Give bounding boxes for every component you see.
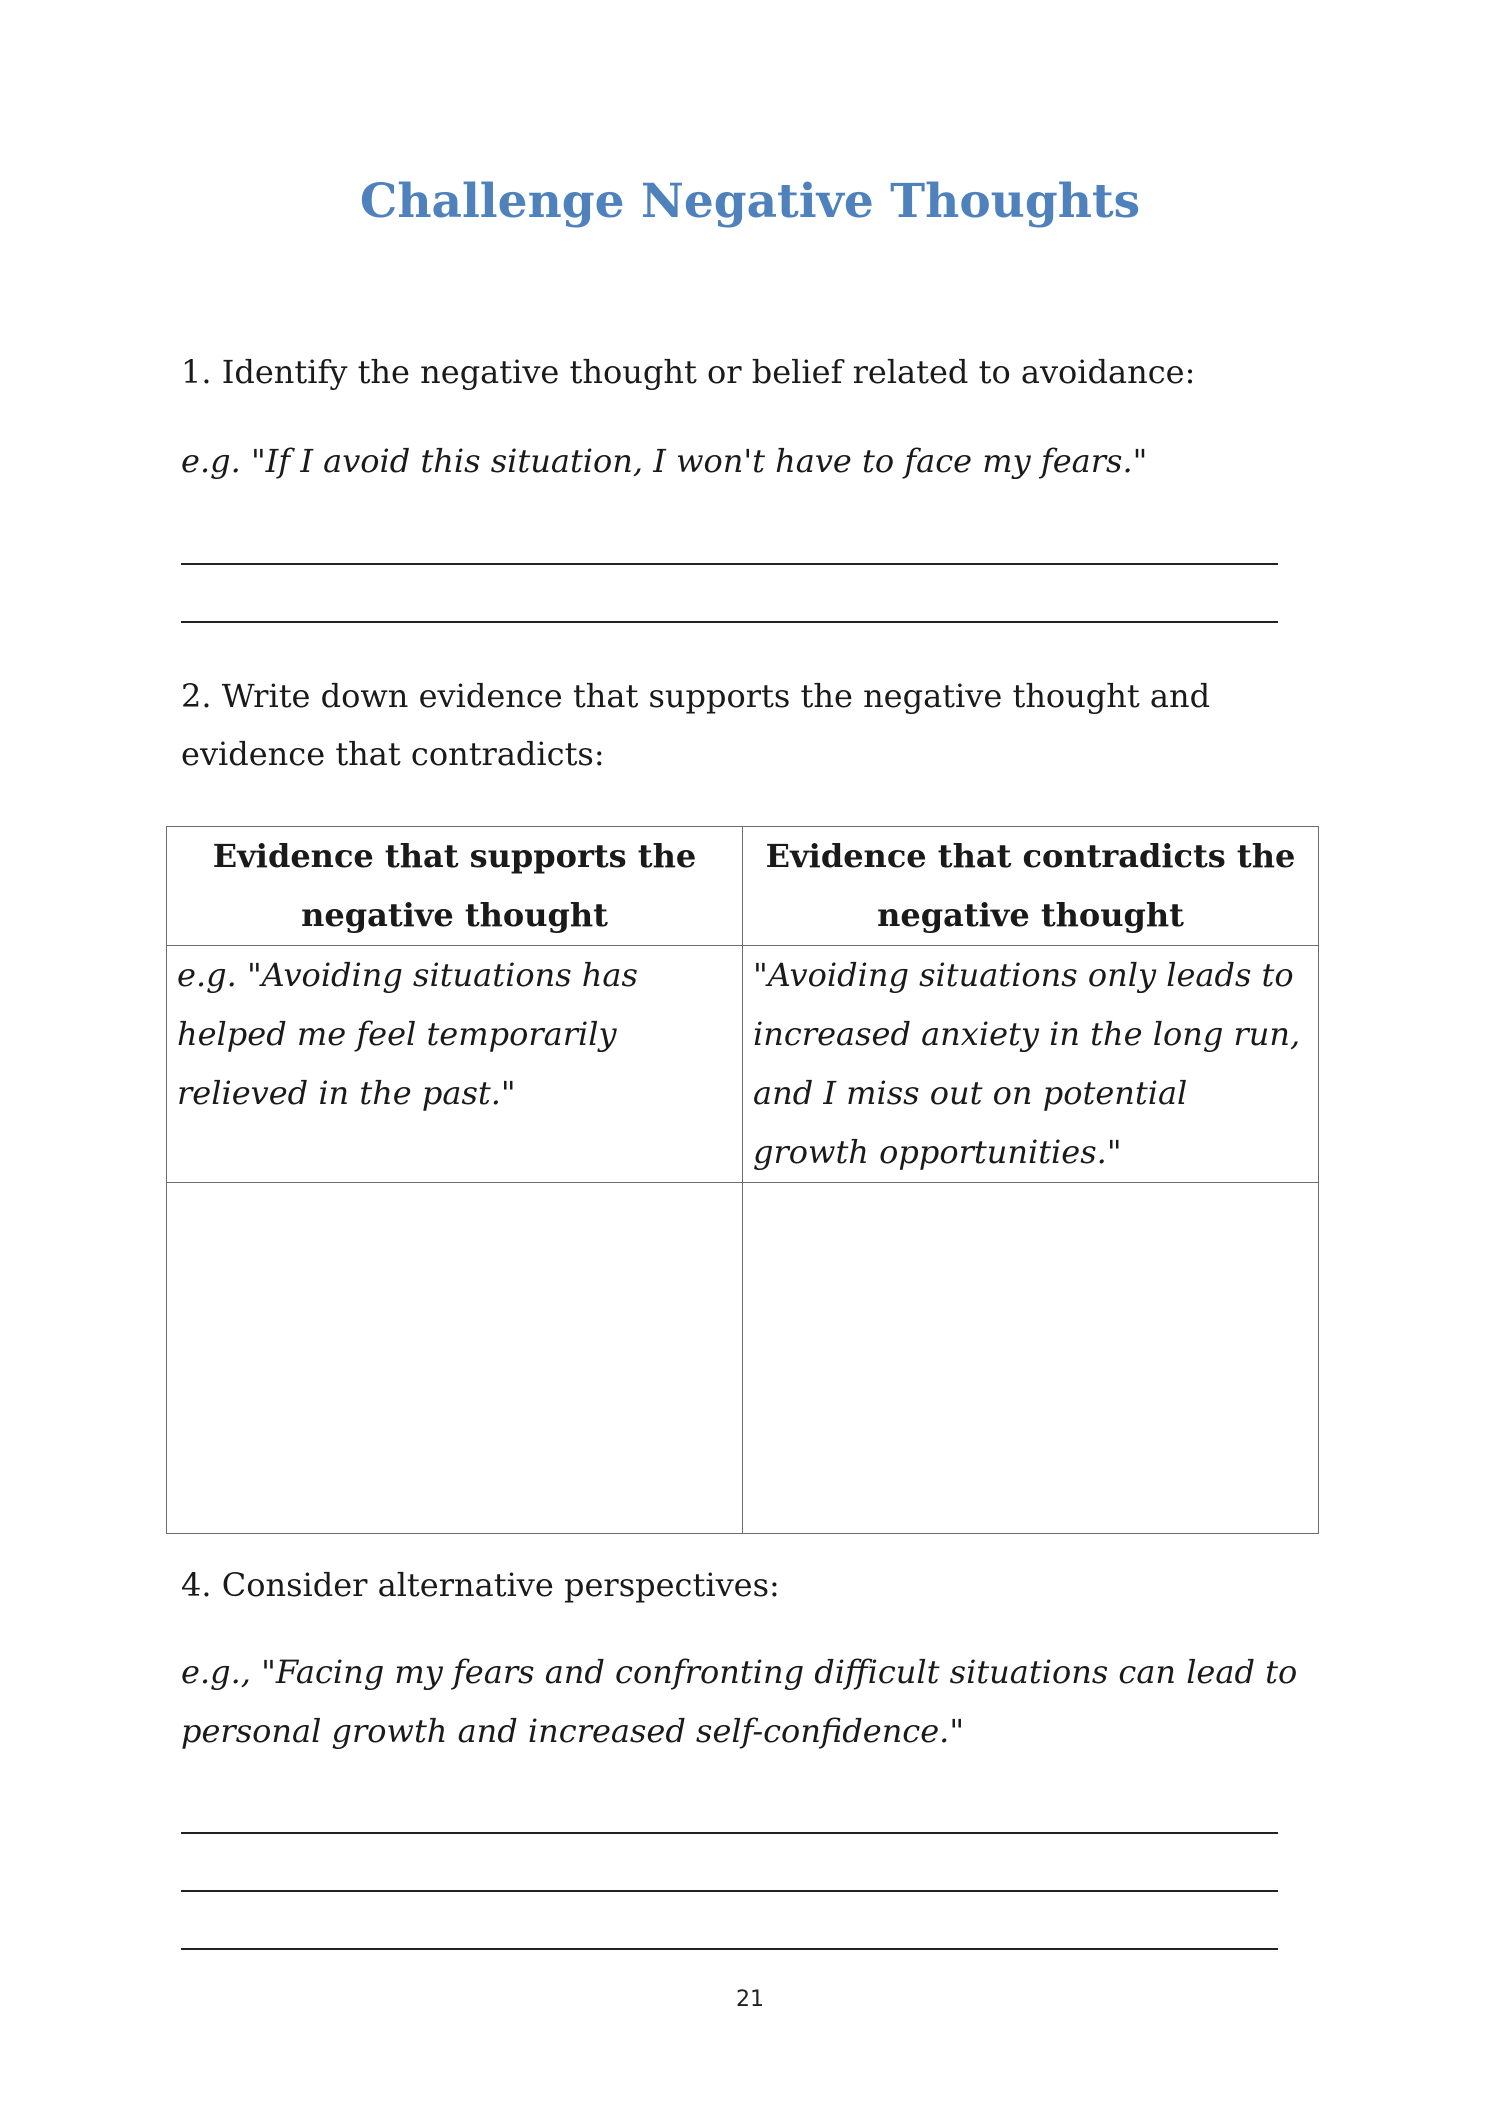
- contradicts-example-cell: "Avoiding situations only leads to increased anxiety in the long run, and I miss out on potential growth opportunities.": [743, 946, 1319, 1183]
- supports-example-cell: e.g. "Avoiding situations has helped me feel temporarily relieved in the past.": [167, 946, 743, 1183]
- table-row: [167, 946, 1319, 1183]
- answer-line-2[interactable]: [181, 621, 1278, 623]
- section2-prompt: 2. Write down evidence that supports the negative thought and evidence that contradicts:: [181, 677, 1211, 773]
- answer-line-4[interactable]: [181, 1890, 1278, 1892]
- page-title: Challenge Negative Thoughts: [359, 174, 1141, 229]
- answer-line-5[interactable]: [181, 1948, 1278, 1950]
- table-row: [167, 1183, 1319, 1534]
- section1-example: e.g. "If I avoid this situation, I won't have to face my fears.": [181, 442, 1148, 480]
- supports-header: Evidence that supports the negative thought: [167, 827, 743, 946]
- contradicts-answer-cell[interactable]: [743, 1183, 1319, 1534]
- contradicts-header: Evidence that contradicts the negative thought: [743, 827, 1319, 946]
- section1-prompt: 1. Identify the negative thought or belief related to avoidance:: [181, 353, 1196, 391]
- section4-example: e.g., "Facing my fears and confronting difficult situations can lead to personal growth and increased self-confidence.": [181, 1653, 1298, 1750]
- page-number: 21: [736, 1987, 764, 2012]
- section4-prompt: 4. Consider alternative perspectives:: [181, 1566, 780, 1604]
- answer-line-3[interactable]: [181, 1832, 1278, 1834]
- table-header-row: [167, 827, 1319, 946]
- evidence-table: [166, 826, 1319, 1534]
- supports-answer-cell[interactable]: [167, 1183, 743, 1534]
- answer-line-1[interactable]: [181, 563, 1278, 565]
